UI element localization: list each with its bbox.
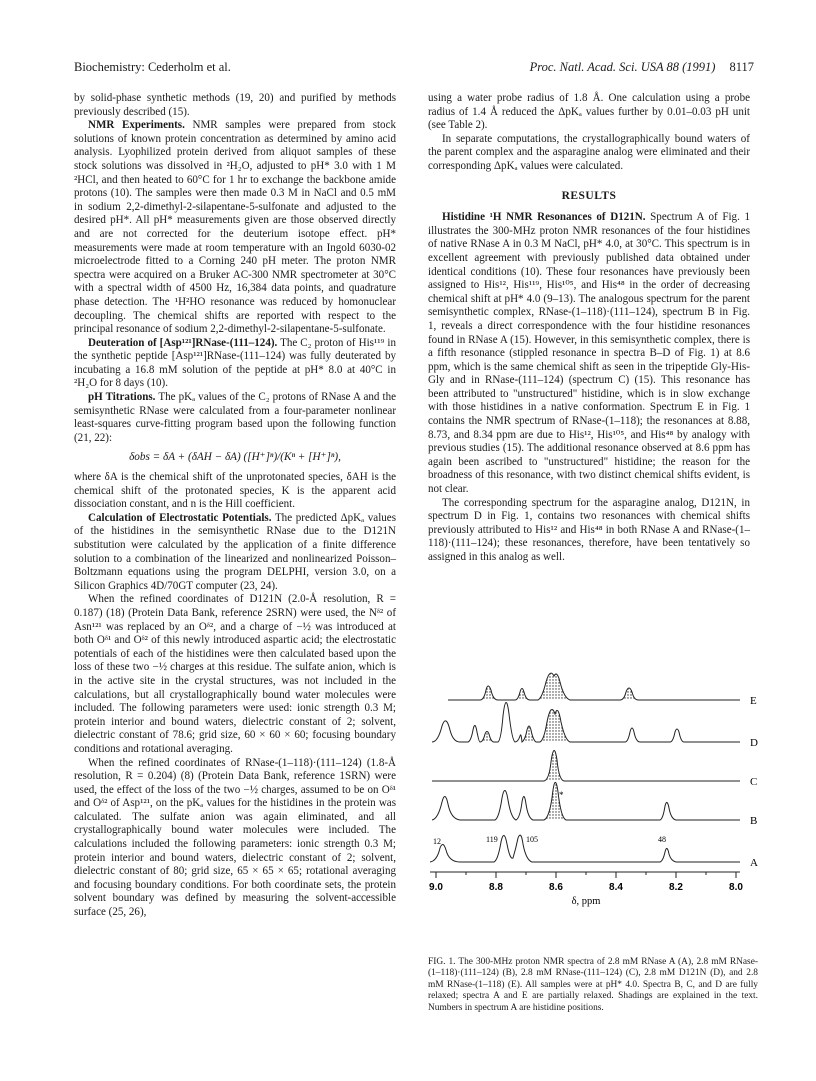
results-heading: RESULTS xyxy=(561,189,617,202)
ph-paragraph: pH Titrations. The pKₐ values of the C₂ protons of RNase A and the semisynthetic RNase were calculated from a four-parameter nonlinear least-squares curve-fitting program based upon the following function (21, 22): xyxy=(74,391,397,444)
spectrum-b xyxy=(432,782,757,827)
intro-paragraph: by solid-phase synthetic methods (19, 20) and purified by methods previously described (15). xyxy=(74,92,396,118)
journal-citation: Proc. Natl. Acad. Sci. USA 88 (1991) 8117 xyxy=(529,60,754,74)
histidine-paragraph: Histidine ¹H NMR Resonances of D121N. Spectrum A of Fig. 1 illustrates the 300-MHz proton NMR resonances of the four histidines of native RNase A in 0.3 M NaCl, pH* 4.0, at 30°C. This spectrum is in excellent agreement with previously published data obtained under identical conditions (10). These four resonances have previously been assigned to His¹², His¹¹⁹, His¹⁰⁵, and His⁴⁸ in the order of decreasing chemical shift at pH* 4.0 (9–13). The analogous spectrum for the parent semisynthetic complex, RNase-(1–118)·(111–124), spectrum B in Fig. 1, reveals a direct correspondence with the four histidine resonances found in RNase A (15). However, in this semisynthetic complex, there is a fifth resonance (stippled resonance in spectra B–D of Fig. 1) at 8.6 ppm, which is the same chemical shift as seen in the tripeptide Gly-His-Gly and in RNase-(111–124) (spectrum C) (15). This resonance has been attributed to "unstructured" histidine, which is in slow exchange with those histidines in a native conformation. Spectrum E in Fig. 1 contains the NMR spectrum of RNase-(1–118); the resonances at 8.88, 8.73, and 8.34 ppm are due to His¹², His¹⁰⁵, and His⁴⁸ by analogy with previous studies (15). The additional resonance observed at 8.6 ppm has again been ascribed to "unstructured" histidine; the reason for the broadness of this resonance, with two distinct chemical shifts evident, is not clear. xyxy=(428,211,750,496)
spectrum-a xyxy=(430,835,758,869)
peak-label-his119: 119 xyxy=(486,835,498,844)
nmr-heading: NMR Experiments. xyxy=(88,119,185,132)
separate-computations-paragraph: In separate computations, the crystallographically bound waters of the parent complex and the asparagine analog were eliminated and their corresponding ΔpKₐ values were calculated. xyxy=(428,132,750,172)
ph-heading: pH Titrations. xyxy=(88,391,156,404)
equation: δobs = δA + (δAH − δA) ([H⁺]ⁿ)/(Kⁿ + [H⁺]ⁿ), xyxy=(129,451,341,464)
peak-label-his48: 48 xyxy=(658,835,666,844)
spectrum-e xyxy=(448,673,757,707)
peak-marker: * xyxy=(559,790,564,800)
equation-explanation: where δA is the chemical shift of the unprotonated species, δAH is the chemical shift of the protonated species, K is the apparent acid dissociation constant, and n is the Hill coefficient. xyxy=(74,471,396,511)
page-header xyxy=(74,60,754,80)
right-column xyxy=(428,92,750,565)
calc-heading: Calculation of Electrostatic Potentials. xyxy=(88,511,272,524)
figure-1 xyxy=(420,652,760,957)
tick-label: 9.0 xyxy=(429,882,443,893)
refined-paragraph-1: When the refined coordinates of D121N (2.0-Å resolution, R = 0.187) (18) (Protein Data Bank, reference 2SRN) were used, the Nᵟ² of Asn¹²¹ was replaced by an Oᵟ², and a charge of −½ was introduced at both Oᵟ¹ and Oᵟ² of this newly introduced aspartic acid; the electrostatic potentials of each of the histidines were then calculated based upon the loss of these two −½ charges at this residue. The sulfate anion, which is in the active site in the crystal structures, was not included in the calculations, but all crystallographically bound water molecules were included. The following parameters were used: ionic strength 0.3 M; protein interior and bound waters, dielectric constant of 2; solvent, dielectric constant of 78.6; grid size, 60 × 60 × 60; focusing boundary conditions and rotational averaging. xyxy=(74,593,396,755)
page-number: 8117 xyxy=(729,60,754,74)
left-column xyxy=(74,92,396,920)
peak-label-his105: 105 xyxy=(526,835,538,844)
spectrum-label-c: C xyxy=(750,776,758,788)
x-axis-label: δ, ppm xyxy=(571,896,601,907)
histidine-heading: Histidine ¹H NMR Resonances of D121N. xyxy=(442,211,646,224)
nmr-paragraph: NMR Experiments. NMR samples were prepared from stock solutions of known protein concentration as determined by amino acid analysis. Lyophilized protein derived from aliquot samples of these stock solutions was dissolved in ²H₂O, adjusted to pH* 3.0 with 1 M ²HCl, and then heated to 60°C for 1 hr to exchange the backbone amide protons (10). The samples were then made 0.3 M in NaCl and 0.5 mM in sodium 2,2-dimethyl-2-silapentane-5-sulfonate and adjusted to the desired pH*. All pH* measurements given are those observed directly and are not corrected for the deuterium isotope effect. pH* measurements were made at room temperature with an Ingold 6030-02 microelectrode fitted to a Corning 240 pH meter. The proton NMR spectra were acquired on a Bruker AC-300 NMR spectrometer at 30°C with a spectral width of 4500 Hz, 16,384 data points, and quadrature phase detection. The ¹H²HO resonance was reduced by homonuclear decoupling. The chemical shifts are reported with respect to the principal resonance of sodium 2,2-dimethyl-2-silapentane-5-sulfonate. xyxy=(74,119,397,336)
spectrum-label-d: D xyxy=(750,737,758,749)
peak-label-his12: 12 xyxy=(433,837,441,846)
tick-label: 8.2 xyxy=(669,882,683,893)
spectrum-c xyxy=(432,750,757,788)
tick-label: 8.0 xyxy=(729,882,743,893)
nmr-spectra-figure xyxy=(420,652,760,957)
tick-label: 8.6 xyxy=(549,882,563,893)
deuteration-heading: Deuteration of [Asp¹²¹]RNase-(111–124). xyxy=(88,336,278,349)
continuation-paragraph: using a water probe radius of 1.8 Å. One calculation using a probe radius of 1.4 Å reduced the ΔpKₐ values further by 0.01–0.03 pH unit (see Table 2). xyxy=(428,92,750,132)
corresponding-paragraph: The corresponding spectrum for the asparagine analog, D121N, in spectrum D in Fig. 1, contains two resonances with chemical shifts previously attributed to His¹² and His⁴⁸ in both RNase A and RNase-(1–118)·(111–124); these resonances, therefore, have been tentatively so assigned in this analog as well. xyxy=(428,496,750,563)
x-axis xyxy=(429,872,743,907)
tick-label: 8.8 xyxy=(489,882,503,893)
spectrum-label-a: A xyxy=(750,857,758,869)
spectrum-d xyxy=(432,702,758,749)
spectrum-label-b: B xyxy=(750,815,758,827)
figure-caption: FIG. 1. The 300-MHz proton NMR spectra of 2.8 mM RNase A (A), 2.8 mM RNase-(1–118)·(111–124) (B), 2.8 mM RNase-(111–124) (C), 2.8 mM D121N (D), and 2.8 mM RNase-(1–118) (E). All samples were at pH* 4.0. Spectra B, C, and D are fully relaxed; spectra A and E are partially relaxed. Shadings are explained in the text. Numbers in spectrum A are histidine positions. xyxy=(428,957,758,1013)
calc-paragraph: Calculation of Electrostatic Potentials. The predicted ΔpKₐ values of the histidines in the semisynthetic RNase due to the D121N substitution were calculated by the application of a finite difference solution to a combination of the linearized and nonlinearized Poisson–Boltzmann equations using the program DELPHI, version 3.0, on a Silicon Graphics 4D/70GT computer (23, 24). xyxy=(74,511,397,592)
spectrum-label-e: E xyxy=(750,695,757,707)
deuteration-paragraph: Deuteration of [Asp¹²¹]RNase-(111–124). The C₂ proton of His¹¹⁹ in the synthetic peptide [Asp¹²¹]RNase-(111–124) was fully deuterated by incubating a 16.8 mM solution of the peptide at pH* 8.0 at 40°C in ²H₂O for 8 days (10). xyxy=(74,336,397,390)
refined-paragraph-2: When the refined coordinates of RNase-(1–118)·(111–124) (1.8-Å resolution, R = 0.204) (8) (Protein Data Bank, reference 1SRN) were used, the effect of the loss of the two −½ charges, assumed to be on Oᵟ¹ and Oᵟ² of Asp¹²¹, on the pKₐ values for the histidines in the protein was calculated. The sulfate anion was again eliminated, and all crystallographically bound water molecules were included. The calculations included the following parameters: ionic strength 0.3 M; protein interior and bound waters, dielectric constant of 2; solvent, dielectric constant of 80; grid size, 65 × 65 × 65; rotational averaging and focusing boundary conditions. For both coordinate sets, the protein solvent boundary was defined by measuring the solvent-accessible surface (25, 26), xyxy=(74,756,396,919)
tick-label: 8.4 xyxy=(609,882,623,893)
running-head: Biochemistry: Cederholm et al. xyxy=(74,60,231,74)
